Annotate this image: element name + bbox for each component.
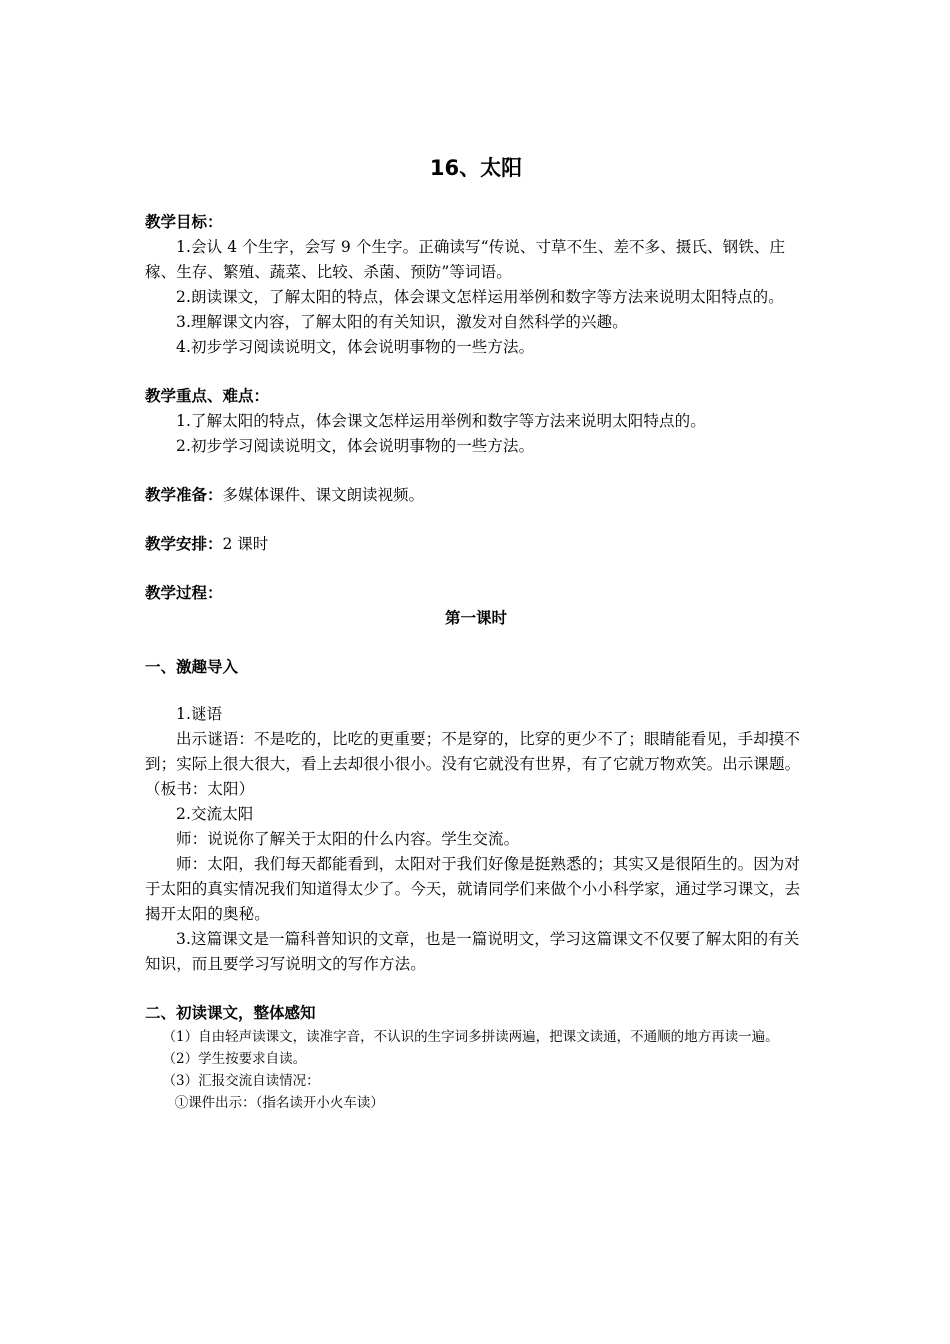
section1-paragraph: 3.这篇课文是一篇科普知识的文章，也是一篇说明文，学习这篇课文不仅要了解太阳的有关知识，而且要学习写说明文的写作方法。 (145, 930, 800, 973)
process-heading: 教学过程： (145, 584, 223, 602)
section2-paragraph: （3）汇报交流自读情况： (162, 1073, 320, 1089)
section2-paragraph: ①课件出示：（指名读开小火车读） (174, 1095, 384, 1111)
goals-heading: 教学目标： (145, 213, 223, 231)
section1-paragraph: 师：说说你了解关于太阳的什么内容。学生交流。 (176, 830, 520, 848)
section2-heading: 二、初读课文，整体感知 (145, 1004, 316, 1022)
arrangement-value: 2 课时 (222, 535, 269, 553)
goal-item: 3.理解课文内容，了解太阳的有关知识，激发对自然科学的兴趣。 (176, 313, 628, 331)
preparation-value: 多媒体课件、课文朗读视频。 (222, 486, 425, 504)
section1-paragraph: 2.交流太阳 (176, 805, 254, 823)
document-title: 16、太阳 (429, 156, 523, 180)
lesson-title: 第一课时 (444, 609, 507, 627)
section2-paragraph: （2）学生按要求自读。 (162, 1051, 307, 1067)
section1-paragraph: 师：太阳，我们每天都能看到，太阳对于我们好像是挺熟悉的；其实又是很陌生的。因为对于太阳的真实情况我们知道得太少了。今天，就请同学们来做个小小科学家，通过学习课文，去揭开太阳的奥秘。 (145, 855, 801, 923)
arrangement-label: 教学安排： (145, 535, 223, 553)
section2-paragraph: （1）自由轻声读课文，读准字音，不认识的生字词多拼读两遍，把课文读通，不通顺的地方再读一遍。 (162, 1029, 779, 1045)
goal-item: 4.初步学习阅读说明文，体会说明事物的一些方法。 (176, 338, 535, 356)
section1-paragraph: 1.谜语 (176, 705, 223, 723)
preparation-line (145, 483, 807, 508)
arrangement-line (145, 532, 807, 557)
key-point-item: 2.初步学习阅读说明文，体会说明事物的一些方法。 (176, 437, 535, 455)
key-points-heading: 教学重点、难点： (145, 387, 270, 405)
section1-paragraph: 出示谜语：不是吃的，比吃的更重要；不是穿的，比穿的更少不了；眼睛能看见，手却摸不到；实际上很大很大，看上去却很小很小。没有它就没有世界，有了它就万物欢笑。出示课题。（板书：太阳） (145, 730, 801, 798)
section1-heading: 一、激趣导入 (145, 658, 239, 676)
document-content (145, 150, 807, 1114)
goal-item: 2.朗读课文，了解太阳的特点，体会课文怎样运用举例和数字等方法来说明太阳特点的。 (176, 288, 784, 306)
key-point-item: 1.了解太阳的特点，体会课文怎样运用举例和数字等方法来说明太阳特点的。 (176, 412, 706, 430)
preparation-label: 教学准备： (145, 486, 223, 504)
goal-item: 1.会认 4 个生字，会写 9 个生字。正确读写“传说、寸草不生、差不多、摄氏、钢铁、庄稼、生存、繁殖、蔬菜、比较、杀菌、预防”等词语。 (145, 238, 786, 281)
